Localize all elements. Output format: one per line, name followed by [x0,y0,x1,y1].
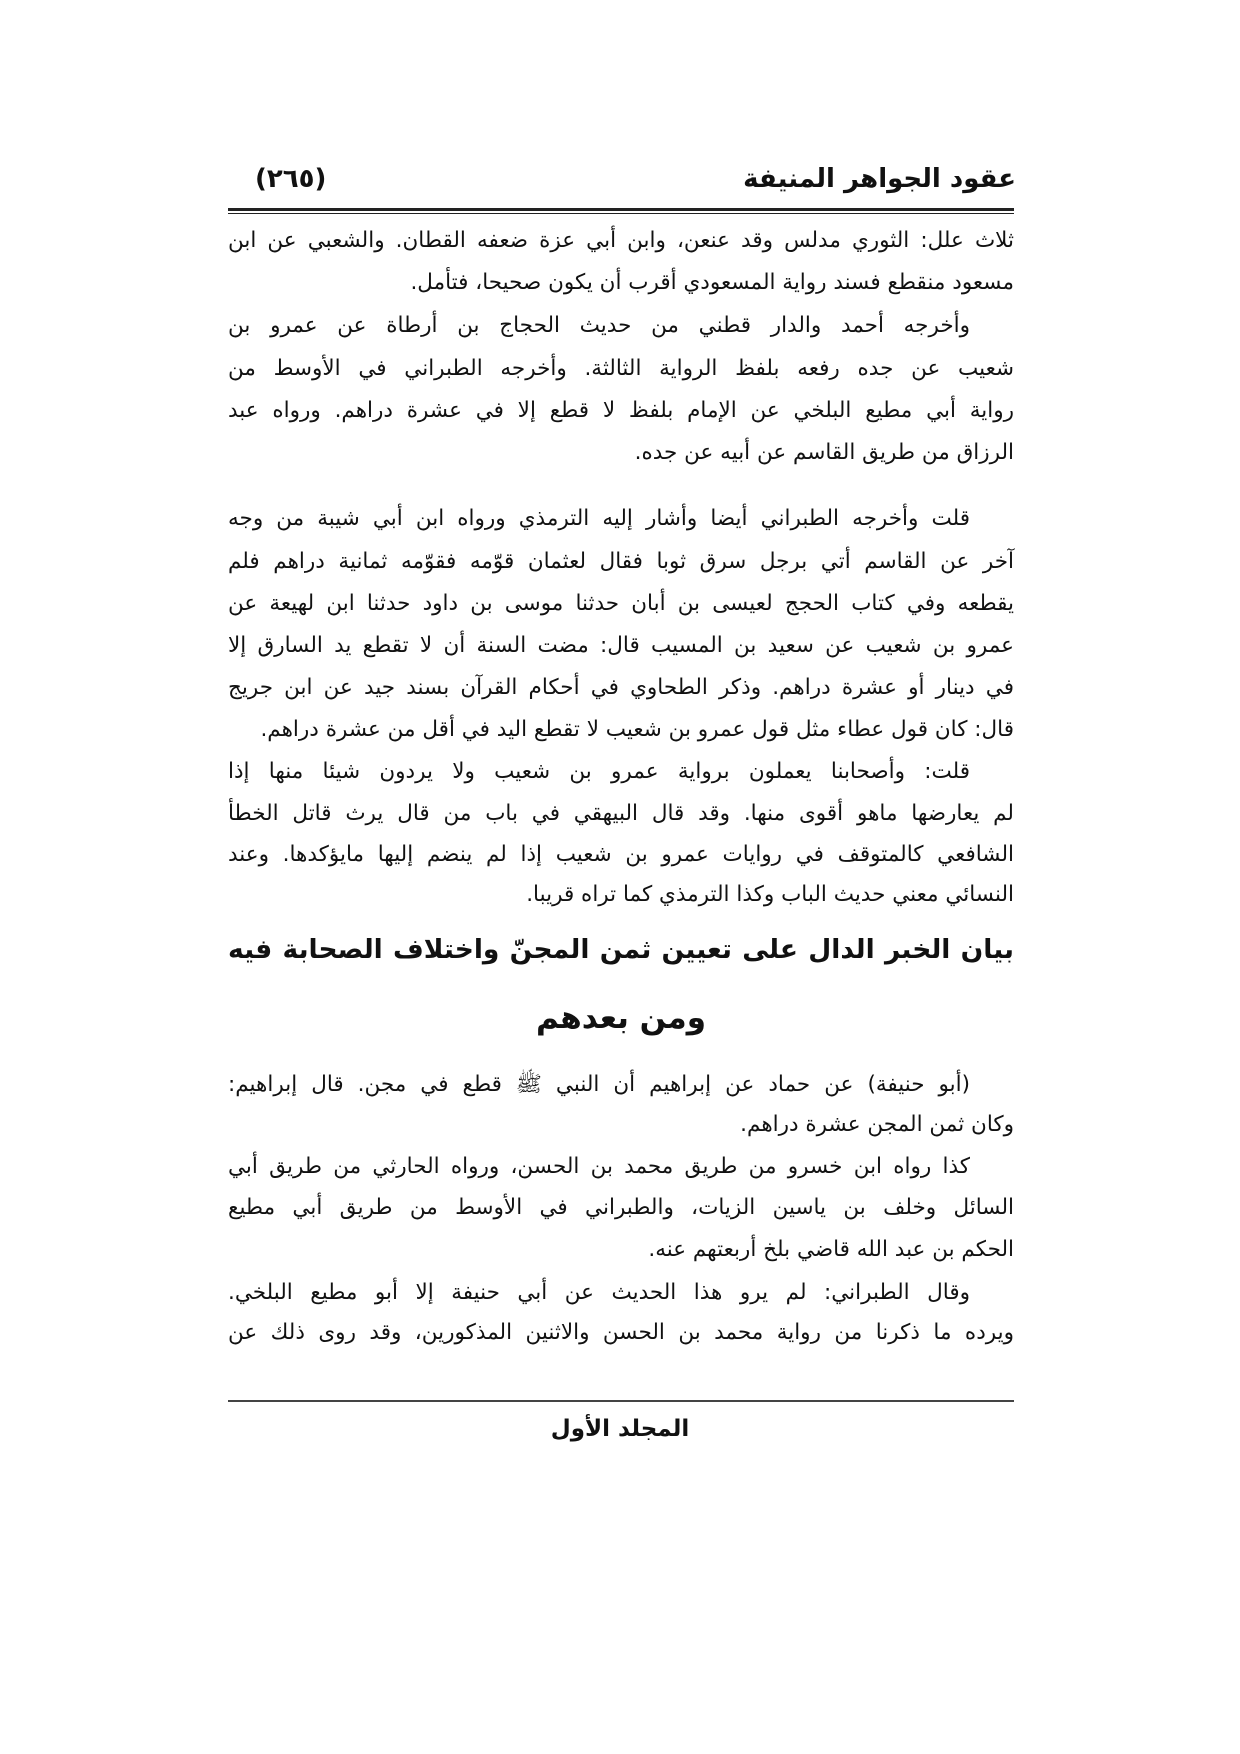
text-line: يقطعه وفي كتاب الحجج لعيسى بن أبان حدثنا موسى بن داود حدثنا ابن لهيعة عن [228,591,1014,616]
text-line: قال: كان قول عطاء مثل قول عمرو بن شعيب لا تقطع اليد في أقل من عشرة دراهم. [260,717,1014,742]
book-title: عقود الجواهر المنيفة [743,164,1016,194]
text-line: قلت: وأصحابنا يعملون برواية عمرو بن شعيب ولا يردون شيئا منها إذا [228,759,970,784]
text-line: الرزاق من طريق القاسم عن أبيه عن جده. [634,440,1014,465]
text-line: شعيب عن جده رفعه بلفظ الرواية الثالثة. وأخرجه الطبراني في الأوسط من [228,356,1014,381]
text-line: (أبو حنيفة) عن حماد عن إبراهيم أن النبي ﷺ قطع في مجن. قال إبراهيم: [228,1072,970,1097]
text-line: قلت وأخرجه الطبراني أيضا وأشار إليه الترمذي ورواه ابن أبي شيبة من وجه [228,506,970,531]
text-line: عمرو بن شعيب عن سعيد بن المسيب قال: مضت السنة أن لا تقطع يد السارق إلا [228,633,1014,658]
text-line: النسائي معني حديث الباب وكذا الترمذي كما تراه قريبا. [526,882,1014,907]
text-line: كذا رواه ابن خسرو من طريق محمد بن الحسن، ورواه الحارثي من طريق أبي [228,1154,970,1179]
text-line: آخر عن القاسم أتي برجل سرق ثوبا فقال لعثمان قوّمه فقوّمه ثمانية دراهم فلم [228,549,1014,574]
text-line: الحكم بن عبد الله قاضي بلخ أربعتهم عنه. [648,1237,1014,1262]
section-heading-continued: ومن بعدهم [535,1000,706,1036]
text-line: وقال الطبراني: لم يرو هذا الحديث عن أبي حنيفة إلا أبو مطيع البلخي. [228,1280,970,1305]
text-line: لم يعارضها ماهو أقوى منها. وقد قال البيهقي في باب من قال يرث قاتل الخطأ [228,801,1014,826]
text-line: وكان ثمن المجن عشرة دراهم. [740,1112,1014,1137]
volume-label: المجلد الأول [550,1416,690,1442]
section-heading: بيان الخبر الدال على تعيين ثمن المجنّ واختلاف الصحابة فيه [228,934,1014,965]
text-line: الشافعي كالمتوقف في روايات عمرو بن شعيب إذا لم ينضم إليها مايؤكدها. وعند [228,842,1014,867]
text-line: السائل وخلف بن ياسين الزيات، والطبراني في الأوسط من طريق أبي مطيع [228,1195,1014,1220]
text-line: ويرده ما ذكرنا من رواية محمد بن الحسن والاثنين المذكورين، وقد روى ذلك عن [228,1320,1014,1345]
text-line: ثلاث علل: الثوري مدلس وقد عنعن، وابن أبي عزة ضعفه القطان. والشعبي عن ابن [228,228,1014,253]
text-line: رواية أبي مطيع البلخي عن الإمام بلفظ لا قطع إلا في عشرة دراهم. ورواه عبد [228,398,1014,423]
text-line: وأخرجه أحمد والدار قطني من حديث الحجاج بن أرطاة عن عمرو بن [228,313,970,338]
footer-rule [228,1400,1014,1402]
text-line: في دينار أو عشرة دراهم. وذكر الطحاوي في أحكام القرآن بسند جيد عن ابن جريج [228,675,1014,700]
header-double-rule [228,208,1014,214]
page-number: (٢٦٥) [255,164,327,194]
text-line: مسعود منقطع فسند رواية المسعودي أقرب أن يكون صحيحا، فتأمل. [410,270,1014,295]
